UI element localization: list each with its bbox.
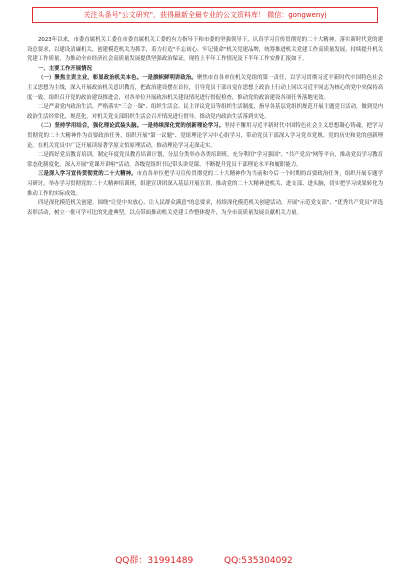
body-paragraph [27,74,383,103]
paragraph-text: 聚焦市直各单位机关党组的第一责任，以学习贯彻习近平新时代中国特色社会主义思想为主线，深入开展政治机关意识教育，把政治建设摆在首位，引导党员干部自觉在思想上政治上行动上同以习近平同志为核心的党中央保持高度一致。组织召开党的政治建设推进会，对各单位开展政治机关建设情况进行督促检查，推动党的政治建设各项任务落地见效。 [27,75,383,101]
paragraph-text: 市直各单位把学习宣传贯彻党的二十大精神作为当前和今后一个时期的首要政治任务，组织开展专题学习研讨，举办学习贯彻党的二十大精神培训班，组建宣讲团深入基层开展宣讲，推动党的二十大精神进机关、进支部、进头脑，切实把学习成果转化为推动工作的实际成效。 [27,171,383,197]
promo-banner: 关注头条号"公文研究"，获得最新全最专业的公文资料库！ 微信：gongwenyj [32,7,378,23]
qq-number-text: QQ:535304092 [224,556,293,566]
paragraph-lead: 三是深入学习宣传贯彻党的二十大精神。 [38,171,137,178]
body-paragraph [27,151,383,170]
body-paragraph [27,122,383,151]
contact-footer [0,553,408,566]
qq-group-text: QQ群：31991489 [115,556,194,566]
section-heading: 一、主要工作开展情况 [38,65,92,72]
paragraph-text: 二是抓好党员教育培训。制定年度党员教育培训计划，分层分类举办各类培训班，充分利用"学习强国"、"共产党员"网等平台，推动党员学习教育常态化制度化。深入开展"党课开讲啦"活动，各级党组织书记带头讲党课，不断提升党员干部理论水平和履职能力。 [27,152,383,168]
paragraph-lead: （一）聚焦主责主业，彰显政治机关本色。一是旗帜鲜明讲政治。 [38,75,197,82]
body-paragraph [27,103,383,122]
document-body [27,36,383,218]
body-paragraph [27,170,383,199]
paragraph-text: 坚持不懈用习近平新时代中国特色社会主义思想凝心铸魂，把学习贯彻党的二十大精神作为首要政治任务，组织开展"第一议题"、党组理论学习中心组学习，带动党员干部深入学习党章党规、党的历史和党的创新理论。在机关党员中广泛开展读原著学原文悟原理活动，推动理论学习走深走实。 [27,123,383,149]
paragraph-text: 2023年以来，市委直属机关工委在市委直属机关工委的有力指导下和市委的坚强领导下，认真学习宣传贯彻党的二十大精神，落实新时代党的建设总要求，以建设清廉机关、创建模范机关为抓手，着力打造"不忘初心、牢记使命"机关党建品牌，统筹推进机关党建工作高质量发展，持续提升机关党建工作质量，为推动全市经济社会高质量发展提供坚强政治保证。现将上半年工作情况及下半年工作安排汇报如下。 [27,37,383,63]
paragraph-text: 四是深化模范机关创建。围绕"让党中央放心、让人民群众满意"的总要求，持续深化模范机关创建活动，开展"示范党支部"、"优秀共产党员"评选表彰活动，树立一批可学可比的先进典型，以点带面推动机关党建工作整体提升，为全市高质量发展贡献机关力量。 [27,200,383,216]
body-paragraph [27,199,383,218]
intro-paragraph [27,36,383,65]
paragraph-text: 二是严肃党内政治生活。严格落实"三会一课"、组织生活会、民主评议党员等组织生活制度，指导各基层党组织规范开展主题党日活动，做到党内政治生活经常化、规范化。对机关党支部组织生活会召开情况进行督导，推动党内政治生活落到实处。 [27,104,383,120]
paragraph-lead: （二）坚持学用结合，强化理论武装头脑。一是持续深化党的创新理论学习。 [38,123,225,130]
